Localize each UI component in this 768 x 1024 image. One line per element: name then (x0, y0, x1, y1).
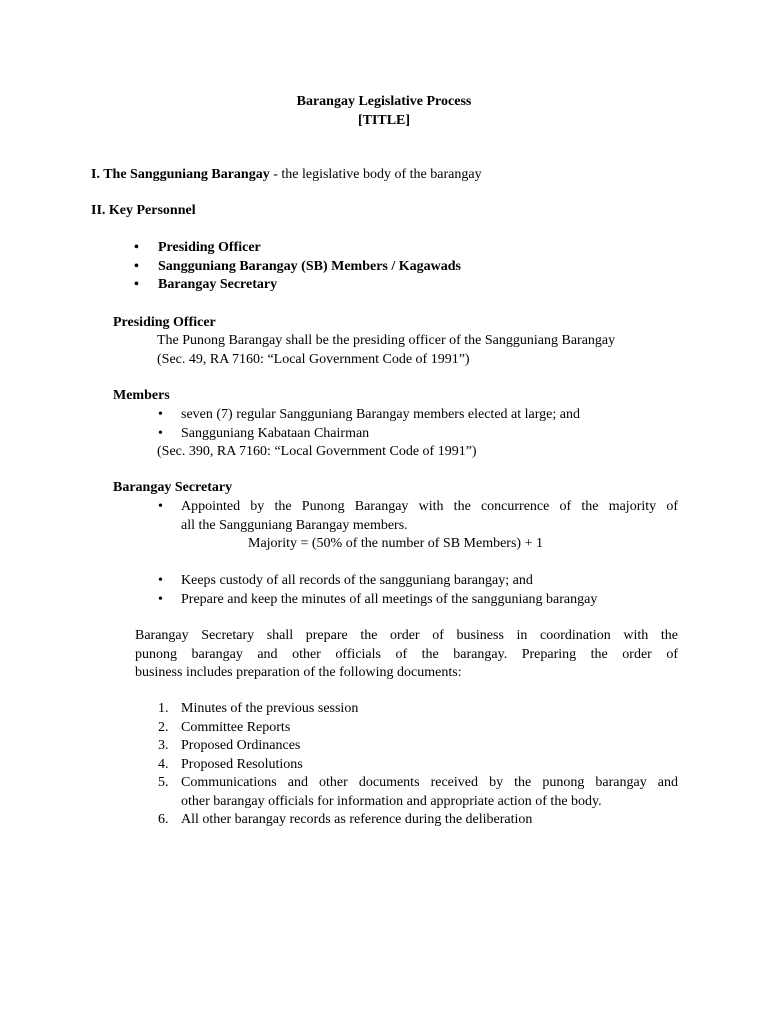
list-item-text: Keeps custody of all records of the sangguniang barangay; and (181, 573, 533, 588)
bullet: • (134, 258, 139, 274)
order-of-business-paragraph (135, 627, 678, 683)
bullet: • (158, 591, 163, 607)
title-line-1: Barangay Legislative Process (296, 94, 472, 109)
list-item-text: Proposed Ordinances (181, 738, 301, 753)
list-item-text: Barangay Secretary (158, 277, 278, 292)
list-number: 1. (158, 701, 169, 716)
list-item (158, 572, 597, 591)
list-number: 4. (158, 756, 169, 772)
list-item-text-continued: all the Sangguniang Barangay members. (181, 517, 408, 533)
list-item (158, 737, 678, 756)
list-item (158, 498, 678, 535)
document-title (0, 93, 768, 130)
section-1-text: - the legislative body of the barangay (269, 167, 482, 182)
list-item (158, 700, 678, 719)
presiding-officer-heading: Presiding Officer (113, 315, 216, 330)
list-item-text-continued: other barangay officials for information and appropriate action of the body. (181, 793, 602, 809)
list-item-text: Prepare and keep the minutes of all meetings of the sangguniang barangay (181, 591, 598, 607)
bullet: • (134, 240, 139, 255)
list-number: 6. (158, 812, 169, 827)
bullet: • (134, 277, 139, 292)
section-sangguniang-barangay (91, 166, 482, 185)
list-number: 3. (158, 738, 169, 753)
list-item-text: seven (7) regular Sangguniang Barangay members elected at large; and (181, 407, 580, 422)
list-item (158, 774, 678, 811)
list-item (158, 425, 580, 444)
list-number: 2. (158, 719, 169, 735)
documents-list (158, 700, 678, 830)
key-personnel-list (134, 239, 461, 295)
bullet: • (158, 499, 163, 514)
list-item-text: Appointed by the Punong Barangay with the concurrence of the majority of (181, 499, 678, 514)
list-item-text: Presiding Officer (158, 240, 261, 255)
section-2-heading: II. Key Personnel (91, 203, 196, 218)
members-heading: Members (113, 388, 170, 403)
list-item (134, 239, 461, 258)
bullet: • (158, 407, 163, 422)
list-item (158, 591, 597, 610)
list-item-text: Minutes of the previous session (181, 701, 359, 716)
list-item-text: Sangguniang Barangay (SB) Members / Kagawads (158, 258, 461, 274)
presiding-officer-citation: (Sec. 49, RA 7160: “Local Government Code of 1991”) (157, 352, 470, 367)
secretary-appointment-list (158, 498, 678, 535)
secretary-duties-list (158, 572, 597, 609)
members-citation: (Sec. 390, RA 7160: “Local Government Code of 1991”) (157, 444, 477, 459)
list-item (134, 276, 461, 295)
bullet: • (158, 573, 163, 588)
list-item (158, 811, 678, 830)
members-list (158, 406, 580, 443)
barangay-secretary-heading: Barangay Secretary (113, 480, 233, 495)
section-1-heading: I. The Sangguniang Barangay (91, 167, 270, 182)
paragraph-line: punong barangay and other officials of the barangay. Preparing the order of (135, 646, 678, 662)
title-placeholder: [TITLE] (357, 112, 411, 128)
list-item-text: Communications and other documents received by the punong barangay and (181, 775, 678, 790)
list-item (158, 719, 678, 738)
list-item (134, 258, 461, 277)
list-item-text: Committee Reports (181, 719, 291, 735)
list-item-text: Sangguniang Kabataan Chairman (181, 425, 370, 441)
paragraph-line: business includes preparation of the following documents: (135, 665, 462, 680)
paragraph-line: Barangay Secretary shall prepare the order of business in coordination with the (135, 628, 678, 643)
list-item (158, 406, 580, 425)
list-item (158, 756, 678, 775)
bullet: • (158, 425, 163, 441)
list-item-text: Proposed Resolutions (181, 756, 303, 772)
presiding-officer-text: The Punong Barangay shall be the presiding officer of the Sangguniang Barangay (157, 333, 616, 348)
majority-formula: Majority = (50% of the number of SB Members) + 1 (248, 536, 543, 551)
list-number: 5. (158, 775, 169, 790)
list-item-text: All other barangay records as reference during the deliberation (181, 812, 533, 827)
